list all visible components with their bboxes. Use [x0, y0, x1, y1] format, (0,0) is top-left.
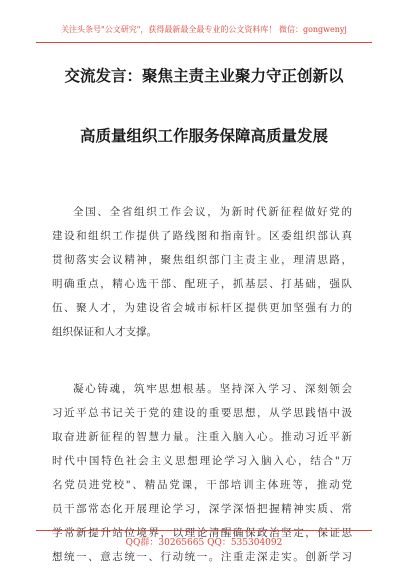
- paragraph-2-line: 想统一、意志统一、行动统一。注重走深走实。创新学习: [52, 551, 352, 563]
- paragraph-2-line: 习近平总书记关于党的建设的重要思想，从学思践悟中汲: [52, 407, 352, 419]
- paragraph-2-line: 凝心铸魂，筑牢思想根基。坚持深入学习、深刻领会: [73, 383, 352, 395]
- document-title-line-1: 交流发言：聚焦主责主业聚力守正创新以: [64, 66, 344, 85]
- footer-contact: QQ群：30265665 QQ：535304092: [125, 538, 283, 548]
- paragraph-2-line: 时代中国特色社会主义思想理论学习入脑入心，结合"万: [52, 455, 352, 467]
- paragraph-2-line: 名党员进党校"、精品党课，干部培训主体班等，推动党: [52, 479, 352, 491]
- paragraph-1-line: 全国、全省组织工作会议，为新时代新征程做好党的: [73, 206, 352, 218]
- paragraph-1-line: 组织保证和人才支撑。: [52, 326, 157, 338]
- paragraph-1-line: 建设和组织工作提供了路线图和指南针。区委组织部认真: [52, 230, 352, 242]
- paragraph-1-line: 伍、聚人才，为建设省会城市标杆区提供更加坚强有力的: [52, 302, 352, 314]
- paragraph-1: [52, 200, 352, 344]
- paragraph-2-line: 学常新提升站位境界，以理论清醒确保政治坚定，保证思: [52, 527, 352, 539]
- footer-divider: [36, 530, 372, 531]
- document-title-line-2: 高质量组织工作服务保障高质量发展: [79, 126, 328, 145]
- header-divider: [36, 42, 372, 43]
- header-banner: 关注头条号"公文研究"，获得最新最全最专业的公文资料库！ 微信：gongwenyj: [61, 25, 347, 34]
- paragraph-2-line: 取奋进新征程的智慧力量。注重入脑入心。推动习近平新: [52, 431, 352, 443]
- paragraph-1-line: 明确重点，精心选干部、配班子，抓基层、打基础，强队: [52, 278, 352, 290]
- paragraph-2-line: 员干部常态化开展理论学习，深学深悟把握精神实质、常: [52, 503, 352, 515]
- paragraph-1-line: 贯彻落实会议精神，聚焦组织部门主责主业，理清思路，: [52, 254, 352, 266]
